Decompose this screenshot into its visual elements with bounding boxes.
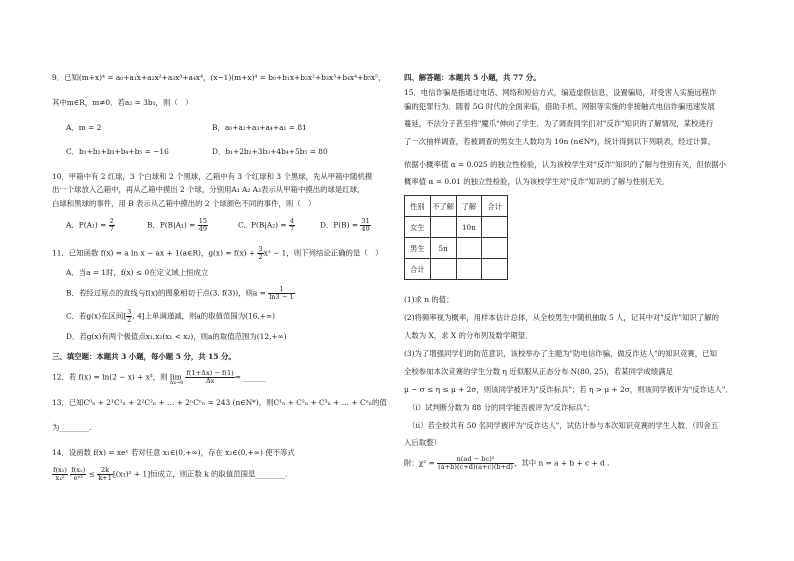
q11-option-b-text: B．若经过原点的直线与f(x)的图象相切于点(3, f(3))，则a = xyxy=(66,288,269,298)
q15-part3-i: （i）试判断分数为 88 分的同学能否被评为"反诈标兵"； xyxy=(408,403,594,412)
q13-line2: 为________. xyxy=(52,423,92,432)
note-prefix: 附：χ² = xyxy=(404,458,438,468)
table-row xyxy=(405,259,508,280)
q9-stem-line1: 9．已知(m+x)⁴ = a₀+a₁x+a₂x²+a₃x³+a₄x⁴，(x−1)(m+x)⁴ = b₀+b₁x+b₂x²+b₃x³+b₄x⁴+b₅x⁵， xyxy=(52,73,386,82)
q10-option-a xyxy=(66,218,115,233)
q14-fraction-1 xyxy=(52,467,68,482)
q15-line4: 了一次抽样调查，若被调查的男女生人数均为 10n (n∈N*)，统计得到以下列联表，经过计算， xyxy=(404,137,716,146)
q14-fraction-2 xyxy=(70,467,86,482)
numerator: 1 xyxy=(268,286,294,294)
table-row xyxy=(405,217,508,238)
q11-option-c-text-b: , 4]上单调递减，则a的取值范围为(16,+∞) xyxy=(132,311,276,321)
table-cell xyxy=(482,259,508,280)
q10-option-c-text: C．P(B|A₂) = xyxy=(238,220,289,230)
q9-option-c: C．b₁+b₂+b₃+b₄+b₅ = −16 xyxy=(66,147,169,156)
section-3-heading: 三、填空题：本题共 3 小题，每小题 5 分，共 15 分。 xyxy=(52,352,236,361)
q15-part3-line1: (3)为了增强同学们的防范意识，该校举办了主题为"防电信诈骗，做反诈达人"的知识竞赛，已知 xyxy=(404,349,717,358)
denominator: (a+b)(c+d)(a+c)(b+d) xyxy=(438,462,513,471)
q11-option-b-fraction xyxy=(268,286,294,301)
q15-part2-line1: (2)将频率视为概率，用样本估计总体，从全校男生中随机抽取 5 人，记其中对"反诈"知识了解的 xyxy=(404,313,719,322)
q12-limit-subscript: Δx→0 xyxy=(169,380,184,387)
q10-option-a-text: A．P(A₁) = xyxy=(66,220,109,230)
denominator: x₁² xyxy=(55,473,65,482)
table-cell: 性别 xyxy=(405,196,431,217)
denominator: 2 xyxy=(258,252,263,261)
q10-stem-line3: 白球和黑球的事件，用 B 表示从乙箱中摸出的 2 个球颜色不同的事件，则（ ） xyxy=(52,199,316,208)
table-cell: 女生 xyxy=(405,217,431,238)
q11-option-a: A．当a = 1时，f(x) ≤ 0在定义域上恒成立 xyxy=(66,268,209,277)
numerator: f(x₁) xyxy=(53,466,67,474)
q11-stem-text-a: 11．已知函数 f(x) = a ln x − ax + 1(a∈R)，g(x) = f(x) + xyxy=(52,248,258,258)
denominator: 7 xyxy=(109,224,114,233)
q12-fraction xyxy=(185,370,234,385)
q10-stem-line1: 10．甲箱中有 2 红球，3 个白球和 2 个黑球，乙箱中有 3 个红球和 3 个黑球，先从甲箱中随机摸 xyxy=(52,172,373,181)
denominator: 2 xyxy=(127,315,132,324)
q15-line1: 15．电信诈骗是指通过电话、网络和短信方式，编造虚假信息，设置骗局，对受害人实施远程诈 xyxy=(404,88,717,97)
table-cell xyxy=(482,238,508,259)
q10-option-c xyxy=(238,218,295,233)
table-cell: 合计 xyxy=(405,259,431,280)
q10-option-b-fraction xyxy=(198,218,208,233)
section-4-heading: 四、解答题：本题共 5 小题，共 77 分。 xyxy=(404,73,541,82)
q10-option-d-fraction xyxy=(360,218,370,233)
q11-option-b xyxy=(66,286,295,301)
q15-part3-ii-line1: （ii）若全校共有 50 名同学被评为"反诈达人"，试估计参与本次知识竞赛的学生人数．（四舍五 xyxy=(408,421,719,430)
numerator: 3 xyxy=(258,245,263,253)
q11-option-d: D．若g(x)有两个极值点x₁,x₂(x₁ < x₂)，则a的取值范围为(12,+∞) xyxy=(66,332,287,341)
q12-blank: = ______ xyxy=(234,372,266,382)
table-cell xyxy=(430,259,456,280)
table-cell: 5n xyxy=(430,238,456,259)
q13-line1: 13．已知C⁰ₙ + 2¹C¹ₙ + 2²C²ₙ + … + 2ⁿCⁿₙ = 243 (n∈N*)，则C¹ₙ + C²ₙ + C³ₙ + … + Cⁿₙ的值 xyxy=(52,398,387,407)
q11-option-c xyxy=(66,309,275,324)
q15-line5: 依据小概率值 α = 0.025 的独立性检验，认为该校学生对"反诈"知识的了解与性别有关，但依据小 xyxy=(404,160,726,169)
numerator: 31 xyxy=(361,217,370,225)
table-cell: 合计 xyxy=(482,196,508,217)
q15-line6: 概率值 α = 0.01 的独立性检验，认为该校学生对"反诈"知识的了解与性别无关． xyxy=(404,177,670,186)
table-cell xyxy=(456,259,482,280)
q15-part3-ii-line2: 入后取整） xyxy=(404,438,441,447)
q10-option-a-fraction xyxy=(109,218,115,233)
q9-option-b: B．a₀+a₂+a₃+a₄+a₁ = 81 xyxy=(212,123,307,132)
table-cell: 男生 xyxy=(405,238,431,259)
q15-part1: (1)求 n 的值； xyxy=(404,295,454,304)
q12 xyxy=(52,370,265,387)
q15-part3-line2: 全校参加本次竞赛的学生分数 η 近似服从正态分布 N(80, 25)，若某同学成绩满足 xyxy=(404,367,673,376)
table-cell xyxy=(430,217,456,238)
numerator: f(x₂) xyxy=(71,466,86,474)
q15-line3: 蔓延，不法分子甚至将"魔爪"伸向了学生．为了调查同学们对"反诈"知识的了解情况，某校进行 xyxy=(404,119,714,128)
table-cell: 10n xyxy=(456,217,482,238)
numerator: 4 xyxy=(289,217,295,225)
numerator: 3 xyxy=(127,308,132,316)
chi-square-fraction xyxy=(437,456,514,471)
q14-le-sign: ≤ xyxy=(88,469,95,479)
q11-option-c-text: C．若g(x)在区间[ xyxy=(66,311,127,321)
q12-text-a: 12．若 f(x) = ln(2 − x) + x³，则 lim xyxy=(52,372,182,382)
note-suffix: ，其中 n = a + b + c + d . xyxy=(513,458,610,468)
table-cell: 了解 xyxy=(456,196,482,217)
numerator: 2 xyxy=(109,217,114,225)
numerator: 15 xyxy=(198,217,208,225)
q11-stem-text-b: x² − 1，则下列结论正确的是（ ） xyxy=(263,248,383,258)
denominator: eˣ² xyxy=(73,473,83,482)
q11-stem xyxy=(52,246,382,261)
table-cell xyxy=(482,217,508,238)
numerator: f(1+Δx) − f(1) xyxy=(186,369,234,377)
q15-part2-line2: 人数为 X，求 X 的分布列及数学期望． xyxy=(404,331,533,340)
numerator: n(ad − bc)² xyxy=(437,456,514,464)
q10-option-d-text: D．P(B) = xyxy=(320,220,361,230)
denominator: k+1 xyxy=(98,473,112,482)
q9-option-a: A．m = 2 xyxy=(66,123,102,132)
table-row xyxy=(405,196,508,217)
numerator: 2k xyxy=(97,467,113,475)
denominator: 7 xyxy=(289,224,295,233)
q10-option-c-fraction xyxy=(289,218,295,233)
q14-line1: 14．设函数 f(x) = xeˣ 若对任意 x₁∈(0,+∞)，存在 x₂∈(0,+∞) 使不等式 xyxy=(52,448,295,457)
q9-option-d: D．b₁+2b₂+3b₃+4b₄+5b₅ = 80 xyxy=(212,147,328,156)
q10-option-b-text: B．P(B|A₁) = xyxy=(147,220,198,230)
denominator: Δx xyxy=(205,376,215,385)
q10-option-b xyxy=(147,218,208,233)
table-cell xyxy=(456,238,482,259)
q14-tail: [(x₁)² + 1]恒成立，则正数 k 的取值范围是________. xyxy=(112,469,288,479)
q15-part3-line3: μ − σ ≤ η ≤ μ + 2σ，则该同学被评为"反诈标兵"；若 η > μ + 2σ，则该同学被评为"反诈达人"． xyxy=(404,385,733,394)
q14-inequality xyxy=(52,467,287,482)
denominator: 49 xyxy=(361,224,370,233)
q9-stem-line2: 其中m∈R，m≠0．若a₂ = 3b₁，则（ ） xyxy=(52,98,193,107)
chi-square-note xyxy=(404,456,610,471)
contingency-table xyxy=(404,195,508,280)
denominator: 49 xyxy=(198,224,208,233)
q10-stem-line2: 出一个球放入乙箱中，再从乙箱中摸出 2 个球，分别用A₁ A₂ A₃表示从甲箱中摸出的球是红球， xyxy=(52,185,365,194)
q14-fraction-3 xyxy=(97,467,113,482)
table-cell: 不了解 xyxy=(430,196,456,217)
table-row xyxy=(405,238,508,259)
q15-line2: 骗的犯罪行为．随着 5G 时代的全面来临，借助手机、网银等实施的非接触式电信诈骗迅速发展 xyxy=(404,102,715,111)
denominator: ln3 − 1 xyxy=(269,292,294,301)
q10-option-d xyxy=(320,218,371,233)
